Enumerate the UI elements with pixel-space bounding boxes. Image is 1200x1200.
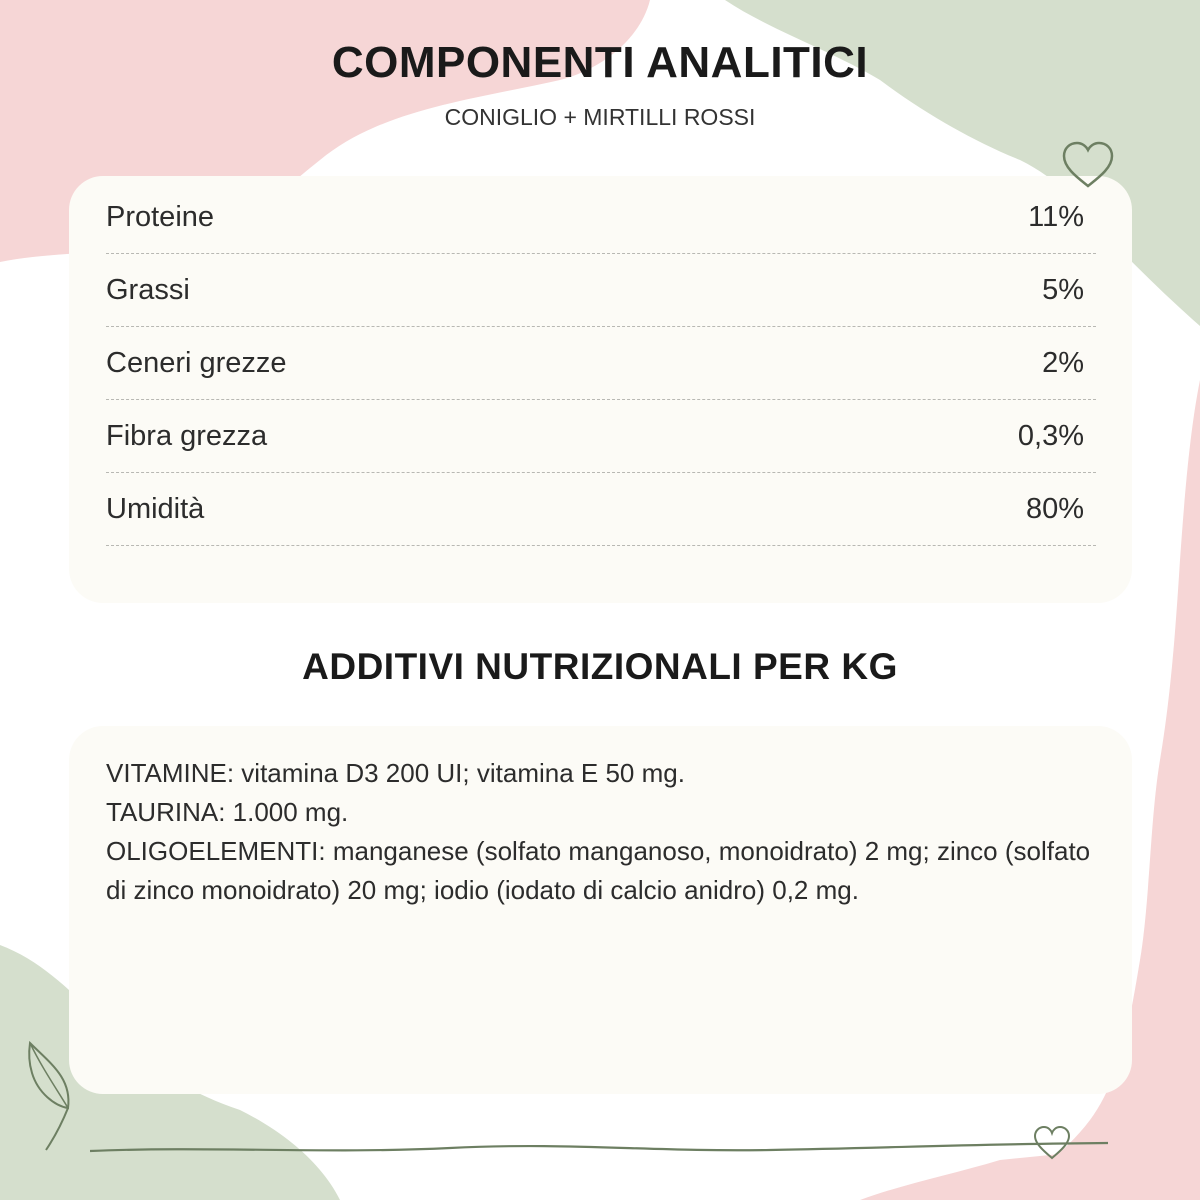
component-row [106,401,1096,473]
component-value: 5% [1042,274,1084,306]
vine-line-icon [90,1118,1110,1168]
components-card [69,176,1132,603]
component-value: 80% [1025,493,1084,525]
additive-line-vitamins: VITAMINE: vitamina D3 200 UI; vitamina E 50 mg. [106,758,685,788]
component-label: Grassi [106,274,190,306]
leaf-icon [20,1038,90,1158]
component-row [106,328,1096,400]
component-row [106,255,1096,327]
component-label: Proteine [106,201,215,233]
component-value: 11% [1028,201,1084,233]
heart-outline-icon [1058,140,1118,192]
section-title-additives: ADDITIVI NUTRIZIONALI PER KG [302,646,898,687]
component-label: Umidità [106,493,205,525]
additives-card [69,726,1132,1094]
additive-line-taurine: TAURINA: 1.000 mg. [106,797,349,827]
component-label: Ceneri grezze [106,347,287,379]
component-row [106,182,1096,254]
component-value: 0,3% [1017,420,1084,452]
component-row [106,474,1096,546]
additive-line-trace-elements: OLIGOELEMENTI: manganese (solfato manganoso, monoidrato) 2 mg; zinco (solfato di zinco monoidrato) 20 mg; iodio (iodato di calcio anidro) 0,2 mg. [106,836,1091,905]
product-subtitle: CONIGLIO + MIRTILLI ROSSI [444,104,756,130]
component-label: Fibra grezza [106,420,268,452]
component-value: 2% [1042,347,1084,379]
section-title-components: COMPONENTI ANALITICI [331,38,869,87]
additives-text [106,754,1106,910]
